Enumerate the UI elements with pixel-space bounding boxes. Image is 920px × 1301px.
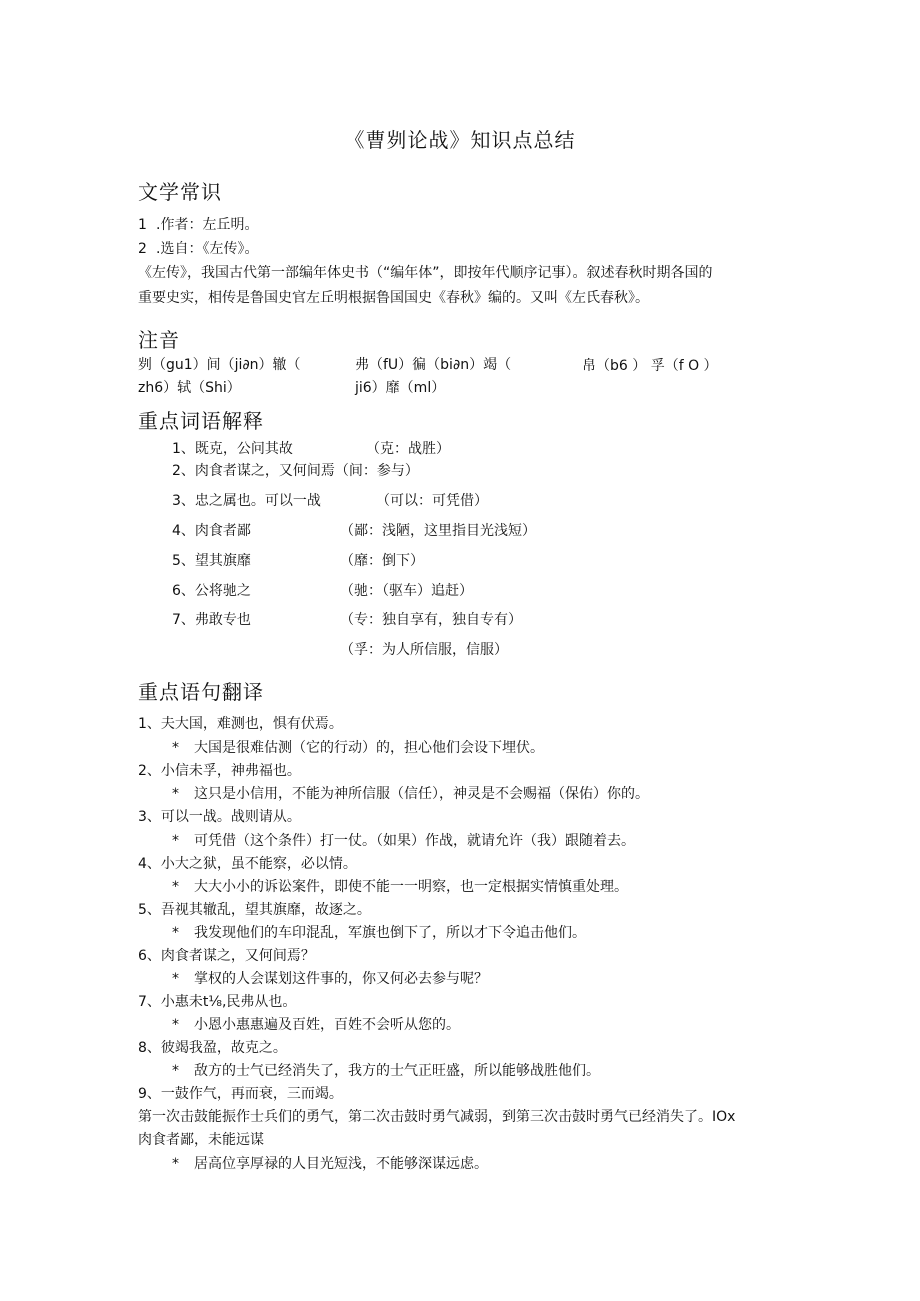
translation-question: 3、可以一战。战则请从。 [138,809,301,825]
vocab-item: 6、公将驰之 [172,583,251,599]
literature-line: 《左传》，我国古代第一部编年体史书（“编年体”，即按年代顺序记事）。叙述春秋时期各国的 [138,265,713,281]
vocab-item: 4、肉食者鄙 [172,523,251,539]
literature-line: 2 .选自：《左传》。 [138,241,259,257]
vocab-item: 5、望其旗靡 [172,553,251,569]
translation-answer: * 掌权的人会谋划这件事的，你又何必去参与呢？ [172,971,488,987]
vocab-item: 1、既克，公问其故 [172,441,293,457]
vocab-explain: （鄙：浅陋，这里指目光浅短） [340,523,536,539]
vocab-explain: （克：战胜） [366,441,450,457]
vocab-item: 2、肉食者谋之，又何间焉（间：参与） [172,463,419,479]
pronunciation-col3-line1: 帛（b6 ） 孚（f O ） [582,358,718,374]
translation-answer: * 大大小小的诉讼案件，即使不能一一明察，也一定根据实情慎重处理。 [172,879,628,895]
vocab-explain: （专：独自享有，独自专有） [340,612,522,628]
translation-paragraph: 肉食者鄙，未能远谋 [138,1132,264,1148]
pronunciation-col2-line2: ji6）靡（ml） [355,380,446,396]
section-heading-literature: 文学常识 [138,180,222,204]
translation-question: 6、肉食者谋之，又何间焉？ [138,948,315,964]
literature-line: 重要史实，相传是鲁国史官左丘明根据鲁国国史《春秋》编的。又叫《左氏春秋》。 [138,290,649,306]
translation-question: 9、一鼓作气，再而衰，三而竭。 [138,1086,343,1102]
vocab-item: 3、忠之属也。可以一战 [172,493,321,509]
section-heading-vocabulary: 重点词语解释 [138,409,264,433]
translation-question: 5、吾视其辙乱，望其旗靡，故逐之。 [138,902,371,918]
pronunciation-col2-line1: 弗（fU）徧（bi∂n）竭（ [355,357,512,373]
translation-answer: * 敌方的士气已经消失了，我方的士气正旺盛，所以能够战胜他们。 [172,1063,600,1079]
translation-question: 7、小惠未t⅛,民弗从也。 [138,994,297,1010]
translation-question: 4、小大之狱，虽不能察，必以情。 [138,856,357,872]
translation-answer: * 我发现他们的车印混乱，军旗也倒下了，所以才下令追击他们。 [172,925,586,941]
vocab-explain: （可以：可凭借） [376,493,488,509]
translation-question: 2、小信未孚，神弗福也。 [138,763,301,779]
translation-answer: * 居高位享厚禄的人目光短浅，不能够深谋远虑。 [172,1156,488,1172]
translation-answer: * 可凭借（这个条件）打一仗。（如果）作战，就请允许（我）跟随着去。 [172,833,635,849]
translation-paragraph: 第一次击鼓能振作士兵们的勇气，第二次击鼓时勇气减弱，到第三次击鼓时勇气已经消失了。IOx [138,1109,736,1125]
section-heading-translation: 重点语句翻译 [138,680,264,704]
translation-answer: * 这只是小信用，不能为神所信服（信任），神灵是不会赐福（保佑）你的。 [172,786,649,802]
page-title: 《曹刿论战》知识点总结 [344,128,576,152]
literature-line: 1 .作者：左丘明。 [138,217,259,233]
vocab-explain: （靡：倒下） [340,553,424,569]
pronunciation-col1-line2: zh6）轼（Shi） [138,380,241,396]
vocab-item: 7、弗敢专也 [172,612,251,628]
vocab-explain: （驰：（驱车）追赶） [340,583,473,599]
vocab-explain: （孚：为人所信服，信服） [340,642,508,658]
pronunciation-col1-line1: 刿（gu1）间（ji∂n）辙（ [138,357,301,373]
section-heading-pronunciation: 注音 [138,328,180,352]
translation-question: 1、夫大国，难测也，惧有伏焉。 [138,716,343,732]
translation-question: 8、彼竭我盈，故克之。 [138,1040,287,1056]
translation-answer: * 大国是很难估测（它的行动）的，担心他们会设下埋伏。 [172,740,544,756]
translation-answer: * 小恩小惠惠遍及百姓，百姓不会听从您的。 [172,1017,460,1033]
